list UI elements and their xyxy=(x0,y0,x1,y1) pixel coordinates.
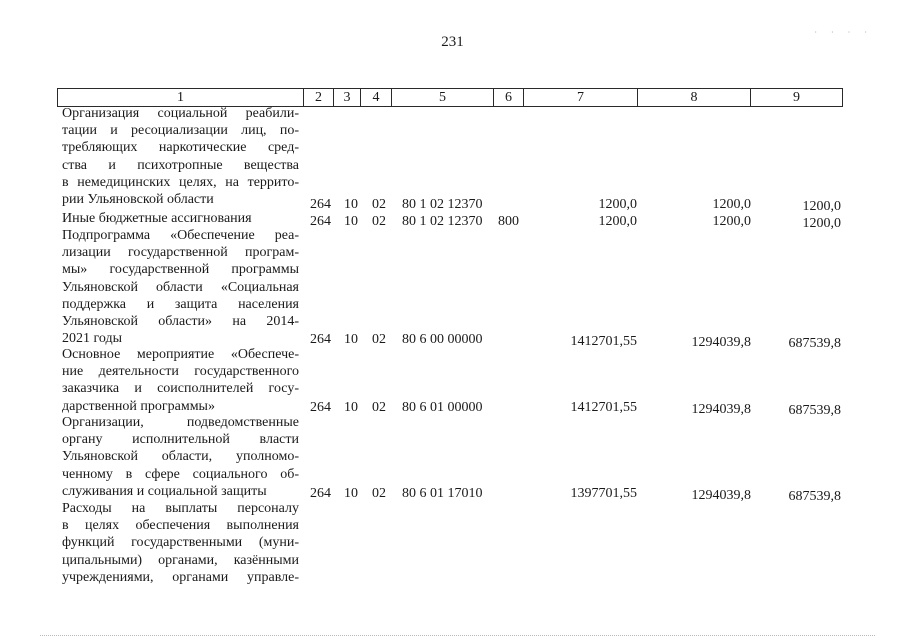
header-col-3: 3 xyxy=(334,89,361,107)
header-col-9: 9 xyxy=(751,89,843,107)
cell-section: 10 xyxy=(344,214,358,229)
description-line: требляющих наркотические сред- xyxy=(62,140,299,156)
header-col-4: 4 xyxy=(361,89,392,107)
cell-amount-col8: 1294039,8 xyxy=(691,488,751,503)
cell-amount-col9: 687539,8 xyxy=(788,336,841,351)
scan-corner-marks: · · · · xyxy=(814,28,873,37)
cell-ministry-code: 264 xyxy=(310,197,331,212)
header-col-1: 1 xyxy=(58,89,304,107)
description-line: ние деятельности государственного xyxy=(62,364,299,380)
cell-amount-col8: 1294039,8 xyxy=(691,402,751,417)
cell-target-article: 80 6 01 17010 xyxy=(402,486,483,501)
description-line: лизации государственной програм- xyxy=(62,245,299,261)
cell-target-article: 80 1 02 12370 xyxy=(402,214,483,229)
description-line: Ульяновской области «Социальная xyxy=(62,279,299,295)
description-line: Расходы на выплаты персоналу xyxy=(62,501,299,516)
cell-target-article: 80 1 02 12370 xyxy=(402,197,483,212)
description-line: ства и психотропные вещества xyxy=(62,157,299,173)
cell-subsection: 02 xyxy=(372,400,386,415)
description-line: Организации, подведомственные xyxy=(62,415,299,430)
cell-section: 10 xyxy=(344,332,358,347)
cell-section: 10 xyxy=(344,400,358,415)
description-line: Иные бюджетные ассигнования xyxy=(62,211,252,226)
cell-amount-col9: 687539,8 xyxy=(788,403,841,418)
description-line: дарственной программы» xyxy=(62,398,215,414)
description-line: Ульяновской области, уполномо- xyxy=(62,449,299,465)
cell-target-article: 80 6 00 00000 xyxy=(402,332,483,347)
cell-ministry-code: 264 xyxy=(310,486,331,501)
cell-subsection: 02 xyxy=(372,197,386,212)
cell-amount-col9: 687539,8 xyxy=(788,489,841,504)
description-line: служивания и социальной защиты xyxy=(62,483,267,499)
header-col-6: 6 xyxy=(494,89,524,107)
cell-amount-col9: 1200,0 xyxy=(802,199,841,214)
description-line: рии Ульяновской области xyxy=(62,191,214,207)
cell-ministry-code: 264 xyxy=(310,332,331,347)
cell-subsection: 02 xyxy=(372,332,386,347)
description-line: органу исполнительной власти xyxy=(62,432,299,448)
cell-amount-col7: 1200,0 xyxy=(598,214,637,229)
cell-target-article: 80 6 01 00000 xyxy=(402,400,483,415)
header-col-7: 7 xyxy=(524,89,638,107)
cell-section: 10 xyxy=(344,197,358,212)
description-line: Основное мероприятие «Обеспече- xyxy=(62,347,299,362)
cell-subsection: 02 xyxy=(372,214,386,229)
description-line: тации и ресоциализации лиц, по- xyxy=(62,123,299,139)
cell-amount-col9: 1200,0 xyxy=(802,216,841,231)
cell-amount-col7: 1200,0 xyxy=(598,197,637,212)
cell-amount-col8: 1200,0 xyxy=(712,197,751,212)
description-line: Ульяновской области» на 2014- xyxy=(62,313,299,329)
cell-amount-col7: 1412701,55 xyxy=(570,334,637,349)
description-line: учреждениями, органами управле- xyxy=(62,569,299,585)
description-line: в немедицинских целях, на террито- xyxy=(62,174,299,190)
cell-amount-col8: 1200,0 xyxy=(712,214,751,229)
row-description xyxy=(62,500,299,586)
row-description xyxy=(62,227,299,347)
header-col-5: 5 xyxy=(392,89,494,107)
description-line: поддержка и защита населения xyxy=(62,296,299,312)
row-description xyxy=(62,414,299,500)
description-line: 2021 годы xyxy=(62,331,123,347)
cell-amount-col7: 1397701,55 xyxy=(570,486,637,501)
cell-amount-col7: 1412701,55 xyxy=(570,400,637,415)
cell-ministry-code: 264 xyxy=(310,214,331,229)
cell-amount-col8: 1294039,8 xyxy=(691,335,751,350)
row-description xyxy=(62,346,299,415)
cell-subsection: 02 xyxy=(372,486,386,501)
row-description xyxy=(62,105,299,208)
description-line: Подпрограмма «Обеспечение реа- xyxy=(62,228,299,243)
description-line: Организация социальной реабили- xyxy=(62,106,299,121)
description-line: функций государственными (муни- xyxy=(62,535,299,551)
description-line: мы» государственной программы xyxy=(62,262,299,278)
cell-ministry-code: 264 xyxy=(310,400,331,415)
header-col-2: 2 xyxy=(304,89,334,107)
description-line: в целях обеспечения выполнения xyxy=(62,518,299,534)
description-line: ципальными) органами, казёнными xyxy=(62,552,299,568)
page-number: 231 xyxy=(441,34,464,50)
cell-expense-type: 800 xyxy=(498,214,519,229)
row-description xyxy=(62,210,299,227)
description-line: ченному в сфере социального об- xyxy=(62,466,299,482)
scan-edge-artifact xyxy=(40,634,875,636)
cell-section: 10 xyxy=(344,486,358,501)
description-line: заказчика и соисполнителей госу- xyxy=(62,381,299,397)
header-col-8: 8 xyxy=(638,89,751,107)
